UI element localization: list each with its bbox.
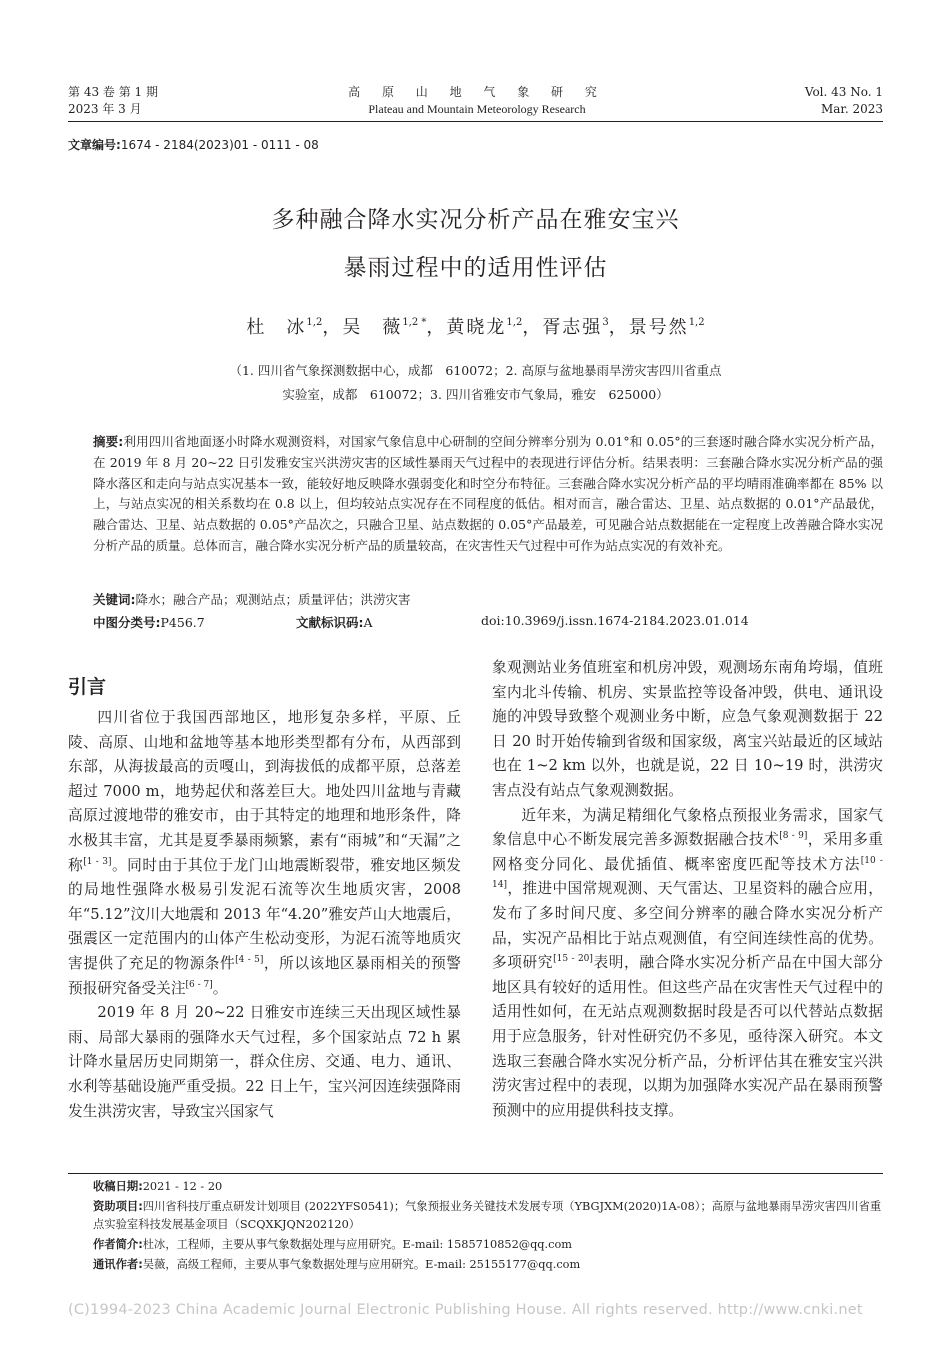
footnote-corresponding-author: 通讯作者:吴薇，高级工程师，主要从事气象数据处理与应用研究。E-mail: 25155177@qq.com (93, 1258, 581, 1271)
doi-link[interactable]: 10.3969/j.issn.1674-2184.2023.01.014 (504, 613, 749, 628)
abstract-label: 摘要: (93, 434, 124, 449)
classification-number: 中图分类号:P456.7 (93, 615, 205, 630)
paper-title-line-1: 多种融合降水实况分析产品在雅安宝兴 (271, 207, 680, 233)
doi (481, 613, 749, 628)
citation[interactable]: [1 - 3] (83, 856, 112, 867)
article-number (68, 136, 319, 153)
citation[interactable]: [8 - 9] (779, 831, 808, 842)
affiliation-line-1: （1. 四川省气象探测数据中心，成都 610072；2. 高原与盆地暴雨旱涝灾害四川省重点 (229, 363, 722, 378)
author: 景号然$^{1,2}$ (628, 317, 705, 338)
publication-date-en: Mar. 2023 (820, 102, 883, 116)
document-code: 文献标识码:A (296, 615, 373, 630)
paragraph: 四川省位于我国西部地区，地形复杂多样，平原、丘陵、高原、山地和盆地等基本地形类型都有分布，从西部到东部，从海拔最高的贡嘎山，到海拔低的成都平原，总落差超过 7000 m，地势起伏和落差巨大。地处四川盆地与青藏高原过渡地带的雅安市，由于其特定的地理和地形条件，降水极其丰富，尤其是夏季暴雨频繁，素有“雨城”和“天漏”之称[1 - 3]。同时由于其位于龙门山地震断裂带，雅安地区频发的局地性强降水极易引发泥石流等次生地质灾害，2008 年“5.12”汶川大地震和 2013 年“4.20”雅安芦山大地震后，强震区一定范围内的山体产生松动变形，为泥石流等地质灾害提供了充足的物源条件[4 - 5]，所以该地区暴雨相关的预警预报研究备受关注[6 - 7]。 (68, 709, 461, 997)
author: 吴 薇$^{1,2 *}$， (342, 317, 447, 338)
citation[interactable]: [10 - 14] (492, 855, 883, 891)
citation[interactable]: [4 - 5] (235, 954, 264, 965)
running-header-right (690, 84, 883, 118)
paragraph: 近年来，为满足精细化气象格点预报业务需求，国家气象信息中心不断发展完善多源数据融合技术[8 - 9]，采用多重网格变分同化、最优插值、概率密度匹配等技术方法[10 - 14]，推进中国常规观测、天气雷达、卫星资料的融合应用，发布了多时间尺度、多空间分辨率的融合降水实况分析产品，实况产品相比于站点观测值，有空间连续性高的优势。多项研究[15 - 20]表明，融合降水实况分析产品在中国大部分地区具有较好的适用性。但这些产品在灾害性天气过程中的适用性如何，在无站点观测数据时段是否可以代替站点数据用于应急服务，针对性研究仍不多见，亟待深入研究。本文选取三套融合降水实况分析产品，分析评估其在雅安宝兴洪涝灾害过程中的表现，以期为加强降水实况产品在暴雨预警预测中的应用提供科技支撑。 (492, 806, 883, 1119)
publication-date: 2023 年 3 月 (68, 102, 142, 116)
footnote-author-bio: 作者简介:杜冰，工程师，主要从事气象数据处理与应用研究。E-mail: 1585710852@qq.com (93, 1238, 572, 1251)
journal-name-cn: 高 原 山 地 气 象 研 究 (348, 85, 606, 99)
volume-issue-en: Vol. 43 No. 1 (804, 85, 883, 99)
paper-title-line-2: 暴雨过程中的适用性评估 (343, 255, 608, 281)
footnote-received: 收稿日期:2021 - 12 - 20 (93, 1180, 223, 1193)
author: 黄晓龙$^{1,2}$， (446, 317, 543, 338)
article-number-value: 1674 - 2184(2023)01 - 0111 - 08 (120, 138, 319, 152)
doi-label: doi: (481, 613, 505, 628)
affiliation-line-2: 实验室，成都 610072；3. 四川省雅安市气象局，雅安 625000） (282, 387, 669, 402)
article-number-label: 文章编号: (68, 138, 121, 152)
abstract (93, 432, 883, 557)
citation[interactable]: [15 - 20] (553, 954, 593, 965)
keywords (93, 590, 411, 608)
body-column-left (68, 706, 461, 1124)
copyright-watermark: (C)1994-2023 China Academic Journal Electronic Publishing House. All rights reserved. http://www.cnki.net (68, 1302, 863, 1318)
keywords-text: 降水；融合产品；观测站点；质量评估；洪涝灾害 (135, 592, 411, 607)
running-header-center (300, 84, 654, 118)
body-column-right (492, 656, 883, 1123)
header-rule (68, 121, 883, 122)
abstract-text: 利用四川省地面逐小时降水观测资料，对国家气象信息中心研制的空间分辨率分别为 0.01°和 0.05°的三套逐时融合降水实况分析产品，在 2019 年 8 月 20~22 日引发雅安宝兴洪涝灾害的区域性暴雨天气过程中的表现进行评估分析。结果表明：三套融合降水实况分析产品的强降水落区和走向与站点实况基本一致，能较好地反映降水强弱变化和时空分布特征。三套融合降水实况分析产品的平均晴雨准确率都在 85% 以上，与站点实况的相关系数均在 0.8 以上，但均较站点实况存在不同程度的低估。相对而言，融合雷达、卫星、站点数据的 0.01°产品最优，融合雷达、卫星、站点数据的 0.05°产品次之，只融合卫星、站点数据的 0.05°产品最差，可见融合站点数据能在一定程度上改善融合降水实况分析产品的质量。总体而言，融合降水实况分析产品的质量较高，在灾害性天气过程中可作为站点实况的有效补充。 (93, 434, 883, 553)
footnote-rule (68, 1173, 883, 1174)
running-header-left (68, 84, 268, 118)
keywords-label: 关键词: (93, 592, 136, 607)
journal-name-en: Plateau and Mountain Meteorology Research (368, 102, 586, 116)
paragraph: 2019 年 8 月 20~22 日雅安市连续三天出现区域性暴雨、局部大暴雨的强降水天气过程，多个国家站点 72 h 累计降水量居历史同期第一，群众住房、交通、电力、通讯、水利等基础设施严重受损。22 日上午，宝兴河因连续强降雨发生洪涝灾害，导致宝兴国家气 (68, 1004, 461, 1120)
footnote-funding: 资助项目:四川省科技厅重点研发计划项目 (2022YFS0541)；气象预报业务关键技术发展专项（YBGJXM(2020)1A-08）；高原与盆地暴雨旱涝灾害四川省重点实验室科技发展基金项目（SCQXKJQN202120） (93, 1200, 882, 1231)
author-list (68, 313, 883, 339)
author: 杜 冰$^{1,2}$， (246, 317, 343, 338)
author: 胥志强$^3$， (542, 317, 629, 338)
volume-issue: 第 43 卷 第 1 期 (68, 85, 158, 99)
section-heading-introduction: 引言 (68, 676, 107, 698)
paragraph: 象观测站业务值班室和机房冲毁，观测场东南角垮塌，值班室内北斗传输、机房、实景监控等设备冲毁，供电、通讯设施的冲毁导致整个观测业务中断，应急气象观测数据于 22 日 20 时开始传输到省级和国家级，离宝兴站最近的区域站也在 1~2 km 以外，也就是说，22 日 10~19 时，洪涝灾害点没有站点气象观测数据。 (492, 659, 883, 799)
citation[interactable]: [6 - 7] (185, 979, 213, 990)
